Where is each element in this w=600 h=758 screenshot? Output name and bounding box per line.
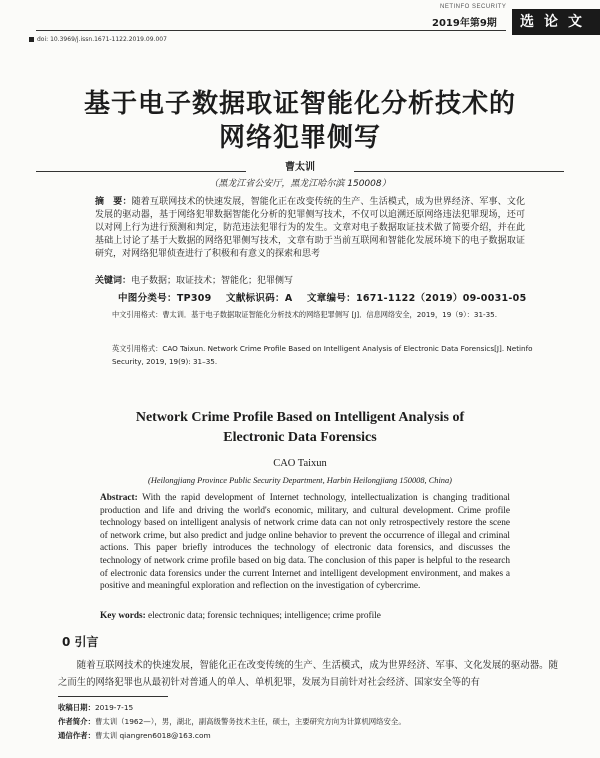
section-body: 随着互联网技术的快速发展，智能化正在改变传统的生产、生活模式，成为世界经济、军事、文化发展的驱动器。随之而生的网络犯罪也从最初针对普通人的单人、单机犯罪，发展为目前针对社会经济、国家安全等的有	[58, 660, 558, 688]
abstract-en	[100, 492, 510, 593]
clc-label: 中图分类号：	[118, 293, 177, 304]
bio-label: 作者简介：	[58, 717, 95, 726]
keywords-zh-label: 关键词：	[95, 276, 132, 286]
footnote-bio	[58, 716, 558, 727]
clc-value: TP309	[176, 293, 212, 304]
author-zh: 曹太训	[285, 162, 315, 173]
square-bullet-icon	[29, 37, 34, 42]
keywords-en	[100, 611, 510, 621]
doi-line	[29, 36, 167, 43]
received-label: 收稿日期：	[58, 703, 95, 712]
title-zh-line1: 基于电子数据取证智能化分析技术的	[83, 89, 516, 119]
keywords-en-text: electronic data; forensic techniques; intelligence; crime profile	[148, 611, 381, 621]
doi-text: doi: 10.3969/j.issn.1671-1122.2019.09.007	[37, 36, 167, 43]
doc-code-value: A	[284, 293, 293, 304]
footnote-rule	[58, 696, 168, 697]
affiliation-zh: （黑龙江省公安厅，黑龙江哈尔滨 150008）	[209, 179, 391, 189]
doc-code-label: 文献标识码：	[226, 293, 285, 304]
article-no-value: 1671-1122（2019）09-0031-05	[355, 293, 527, 304]
issue-label: 2019年第9期	[432, 18, 497, 29]
abstract-en-label: Abstract:	[100, 493, 138, 503]
keywords-zh	[95, 273, 525, 286]
section-tag: 选论文	[512, 9, 600, 35]
article-no-label: 文章编号：	[306, 293, 356, 304]
contact-label: 通信作者：	[58, 731, 95, 740]
abstract-zh-label: 摘 要：	[95, 197, 132, 207]
section-heading: 0 引言	[62, 635, 99, 649]
journal-name-en: NETINFO SECURITY	[440, 4, 507, 10]
footnote-received	[58, 702, 558, 713]
abstract-en-text: With the rapid development of Internet technology, intellectualization is changing traditional production and life and driving the world's economic, military, and cultural development. Crime profile technology based on intelligent analysis of network crime data can not only retrospectively restore the scene of network crime, but also predict and judge online behavior to prevent the occurrence of illegal and criminal actions. This paper briefly introduces the technology of electronic data forensics, and discusses the technology of network crime profile based on big data. The conclusion of this paper is helpful to the research of electronic data forensics under the current Internet and intelligent development environment, and makes a positive and meaningful exploration and reflection on the investigation of cybercrime.	[100, 493, 510, 592]
header-rule	[36, 30, 506, 31]
keywords-zh-text: 电子数据；取证技术；智能化；犯罪侧写	[131, 276, 294, 286]
classification-line	[118, 290, 538, 304]
footnote-contact	[58, 730, 558, 741]
title-en-line1: Network Crime Profile Based on Intelligent Analysis of	[135, 410, 465, 425]
citation-zh: 中文引用格式：曹太训．基于电子数据取证智能化分析技术的网络犯罪侧写 [J]．信息网络安全，2019，19（9）：31-35.	[112, 310, 498, 319]
abstract-zh-text: 随着互联网技术的快速发展，智能化正在改变传统的生产、生活模式，成为世界经济、军事、文化发展的驱动器，基于网络犯罪数据智能化分析的犯罪侧写技术，不仅可以追溯还原网络违法犯罪现场，还可以对网上行为进行预测和判定，防范违法犯罪行为的发生。文章对电子数据取证技术做了简要介绍，并在此基础上讨论了基于大数据的网络犯罪侧写技术，文章有助于当前互联网和智能化发展环境下的电子数据取证研究，对网络犯罪侦查进行了积极和有意义的探索和思考	[95, 197, 525, 259]
title-en	[60, 408, 540, 448]
received-date: 2019-7-15	[94, 703, 134, 712]
title-zh-line2: 网络犯罪侧写	[218, 123, 381, 153]
title-en-line2: Electronic Data Forensics	[223, 430, 377, 445]
abstract-zh	[95, 196, 525, 261]
citation-en: 英文引用格式：CAO Taixun. Network Crime Profile Based on Intelligent Analysis of Electronic Data Forensics[J]. Netinfo Security, 2019, 19(9): 31–35.	[112, 344, 533, 366]
keywords-en-label: Key words:	[100, 611, 146, 621]
author-en: CAO Taixun	[273, 458, 327, 469]
contact-text: 曹太训 qiangren6018@163.com	[94, 731, 211, 740]
affiliation-en: (Heilongjiang Province Public Security Department, Harbin Heilongjiang 150008, China)	[148, 476, 452, 485]
bio-text: 曹太训（1962—），男，湖北，副高级警务技术主任，硕士，主要研究方向为计算机网络安全。	[94, 717, 406, 726]
